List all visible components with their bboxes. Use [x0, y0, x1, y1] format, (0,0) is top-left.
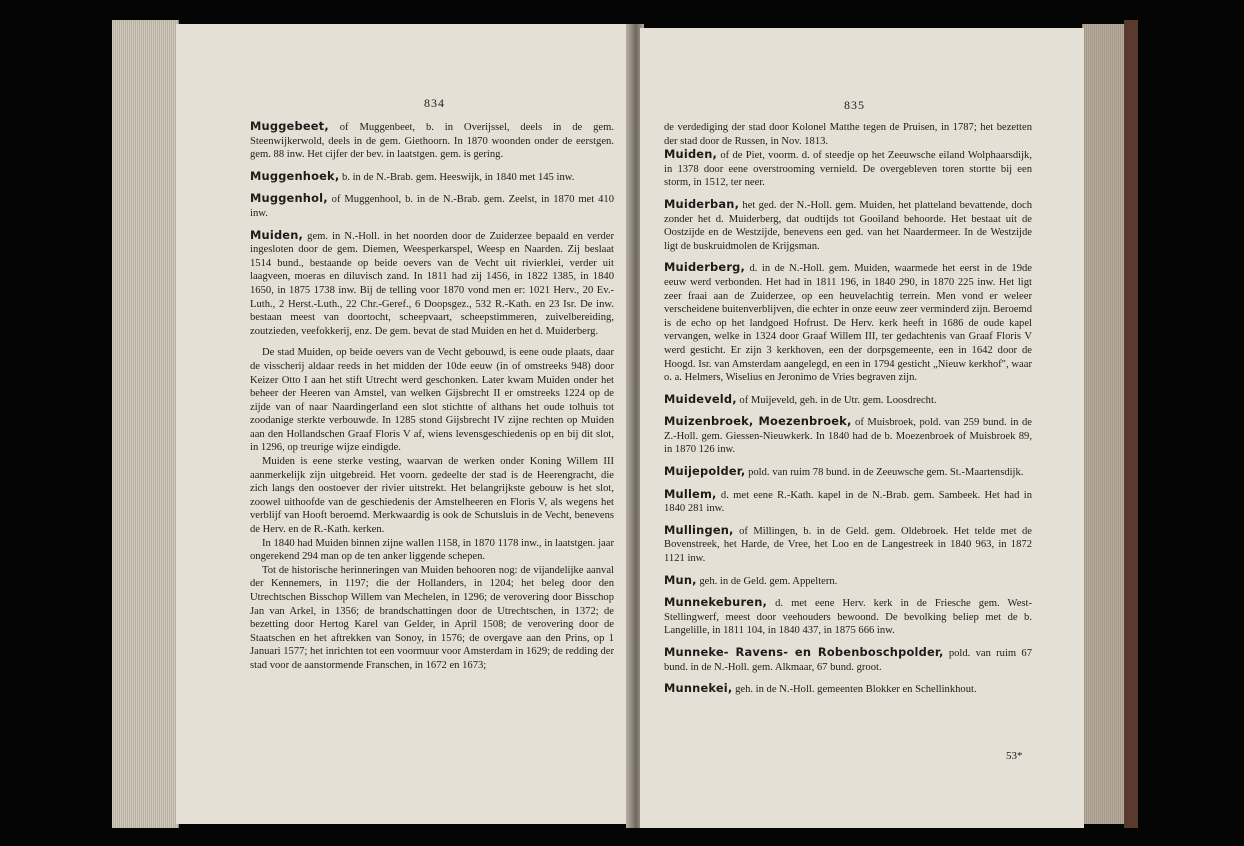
entry-headword: Muggebeet,: [250, 119, 329, 133]
entry-headword: Mun,: [664, 572, 697, 587]
entry-headword: Muggenhoek,: [250, 168, 340, 183]
dictionary-entry: [250, 120, 614, 162]
entry-headword: Mullem,: [664, 486, 717, 501]
entry-text: pold. van ruim 78 bund. in de Zeeuwsche gem. St.-Maartensdijk.: [745, 467, 1024, 479]
dictionary-entry: [250, 170, 614, 185]
right-page-number: 835: [844, 98, 865, 112]
entry-text: geh. in de Geld. gem. Appeltern.: [696, 575, 838, 587]
dictionary-entry: [664, 148, 1032, 190]
entry-paragraph: [250, 564, 614, 673]
entry-text: Tot de historische herinneringen van Muiden behooren nog: de vijandelijke aanval der Kennemers, in 1197; die der Hollanders, in 1204; het beleg door den Utrechtschen Bisschop Willem van Mechelen, in 1296; de verovering door Bisschop Jan van Arkel, in 1356; de brandschattingen door de Utrechtschen, in 1372; de bezetting door Hertog Karel van Gelder, in April 1508; de verovering door de Staatschen en het aftrekken van Sonoy, in 1576; de overgave aan den Prins, op 1 Januari 1577; het inrichten tot een voormuur voor Amsterdam in 1629; de redding der stad voor de aanstormende Franschen, in 1672 en 1673;: [250, 564, 614, 671]
dictionary-entry: [664, 596, 1032, 638]
dictionary-entry: [250, 229, 614, 339]
entry-headword: Munneke- Ravens- en Robenboschpolder,: [664, 645, 944, 659]
entry-text: pold. van ruim 67 bund. in de N.-Holl. gem. Alkmaar, 67 bund. groot.: [664, 648, 1033, 673]
dictionary-entry: [664, 198, 1032, 253]
dictionary-entry: [664, 415, 1032, 457]
right-page-edges: [1082, 24, 1129, 824]
dictionary-entry: [664, 261, 1032, 384]
entry-text: of Millingen, b. in de Geld. gem. Oldebroek. Het telde met de Bovenstreek, het Harde, de Vree, het Loo en de Langestreek in 1840 963, in 1872 1121 inw.: [664, 525, 1032, 565]
left-page: [176, 24, 630, 824]
entry-paragraph: [250, 455, 614, 537]
entry-text: Muiden is eene sterke vesting, waarvan de werken onder Koning Willem III aanmerkelijk zijn uitgebreid. Het voorn. gedeelte der stad is de Heerengracht, die zich langs den oostoever der rivier uitstrekt. Het belangrijkste gebouw is het slot, zoowel uithoofde van de geschiedenis der Amstelheeren en Floris V, als wegens het verblijf van Hooft beroemd. Merkwaardig is ook de Schutsluis in de Vecht, benevens de Herv. en de R.-Kath. kerken.: [250, 456, 614, 536]
left-page-number: 834: [424, 96, 445, 110]
dictionary-entry: [664, 574, 1032, 589]
entry-headword: Muiderban,: [664, 196, 740, 211]
right-page: [640, 28, 1084, 828]
left-page-edges: [112, 20, 179, 828]
entry-text: d. met eene Herv. kerk in de Friesche gem. West-Stellingwerf, meest door veehouders bewoond. De bevolking beliep met de b. Langelille, in 1811 104, in 1840 437, in 1875 666 inw.: [664, 598, 1032, 637]
entry-paragraph: [250, 346, 614, 455]
entry-text: geh. in de N.-Holl. gemeenten Blokker en Schellinkhout.: [732, 684, 977, 696]
dictionary-entry: [250, 192, 614, 220]
entry-headword: Munnekeburen,: [664, 595, 768, 610]
entry-text: of Muggenbeet, b. in Overijssel, deels in de gem. Steenwijkerwold, deels in de gem. Giethoorn. In 1870 woonden onder de eerstgen. gem. 88 inw. Het cijfer der bev. in laatstgen. gem. is gering.: [250, 122, 614, 161]
dictionary-entry: [664, 682, 1032, 697]
entry-text: of Muggenhool, b. in de N.-Brab. gem. Zeelst, in 1870 met 410 inw.: [250, 194, 614, 219]
dictionary-entry: [664, 465, 1032, 480]
entry-headword: Muiderberg,: [664, 260, 746, 275]
entry-headword: Mullingen,: [664, 522, 734, 537]
entry-headword: Munnekei,: [664, 681, 733, 696]
entry-text: d. in de N.-Holl. gem. Muiden, waarmede het eerst in de 19de eeuw werd verbonden. Het had in 1811 196, in 1840 290, in 1870 225 inw. Het ligt zeer fraai aan de Zuiderzee, op een heuvelachtig terrein. Men vond er weleer verscheidene buitenverblijven, die echter in onze eeuw zeer verminderd zijn. Beroemd is de echo op het landgoed Hofrust. De Herv. kerk heeft in 1686 de oude kapel vervangen, welke in 1324 door Graaf Willem III, ter gedachtenis van Graaf Floris V werd gesticht. Er zijn 3 kerkhoven, een der dorpsgemeente, een in 1642 door de Hoogd. Isr. van Amsterdam aangelegd, en een in 1794 gesticht „Nieuw kerkhof", waar o. a. Helmers, Wiselius en Jeronimo de Vries begraven zijn.: [664, 263, 1032, 384]
signature-mark: 53*: [1006, 750, 1023, 762]
entry-text: De stad Muiden, op beide oevers van de Vecht gebouwd, is eene oude plaats, daar de visscherij aldaar reeds in het midden der 10de eeuw (in of omstreeks 948) door Keizer Otto I aan het stift Utrecht werd geschonken. Later kwam Muiden onder het beheer der Heeren van Amstel, van welken Gijsbrecht II er omstreeks 1224 op de zijde van of naar Naardingerland een slot stichtte of althans het oude tolhuis tot zoodanige sterkte verbouwde. In 1285 stond Gijsbrecht IV zijne rechten op Muiden aan den Hollandschen Graaf Floris V af, wiens levensgeschiedenis op en bij dit slot, in 1296, op treurige wijze eindigde.: [250, 347, 614, 454]
left-page-text: [250, 120, 614, 681]
right-page-text: [664, 121, 1032, 705]
entry-text: b. in de N.-Brab. gem. Heeswijk, in 1840 met 145 inw.: [339, 171, 575, 183]
entry-text: of Muisbroek, pold. van 259 bund. in de Z.-Holl. gem. Giessen-Nieuwkerk. In 1840 had de b. Moezenbroek of Muisbroek 89, in 1870 126 inw.: [664, 417, 1032, 456]
entry-text: of de Piet, voorm. d. of steedje op het Zeeuwsche eiland Wolphaarsdijk, in 1378 door eene overstrooming vernield. De overgebleven toren stortte bij een storm, in 1512, ter neer.: [664, 150, 1032, 189]
entry-text: het ged. der N.-Holl. gem. Muiden, het platteland bevattende, doch zonder het d. Muiderberg, dat oudtijds tot Gooiland behoorde. Het bestaat uit de Oostzijde en de Westzijde, benevens een ged. van het Naardermeer. In de Westzijde ligt de buskruidmolen de Krijgsman.: [664, 199, 1032, 252]
entry-headword: Muggenhol,: [250, 191, 328, 206]
entry-text: d. met eene R.-Kath. kapel in de N.-Brab. gem. Sambeek. Het had in 1840 281 inw.: [664, 489, 1032, 515]
entry-headword: Muijepolder,: [664, 464, 746, 479]
book-cover-edge: [1124, 20, 1138, 828]
entry-text: of Muijeveld, geh. in de Utr. gem. Loosdrecht.: [736, 394, 937, 406]
entry-text: gem. in N.-Holl. in het noorden door de Zuiderzee bepaald en verder ingesloten door de gem. Diemen, Weesperkarspel, Weesp en Naarden. Zij beslaat 1514 bund., bestaande op beide oevers van de Vecht uit rivierklei, verder uit laagveen, moeras en diluvisch zand. In 1811 had zij 1456, in 1822 1385, in 1840 1650, in 1875 1738 inw. Bij de telling voor 1870 vond men er: 1021 Herv., 20 Ev.-Luth., 2 Herst.-Luth., 22 Chr.-Geref., 6 Doopsgez., 532 R.-Kath. en 23 Isr. De inw. bestaan meest van doortocht, scheepvaart, scheepstimmeren, zuivelbereiding, zoutzieden, veefokkerij, enz. De gem. bevat de stad Muiden en het d. Muiderberg.: [250, 230, 614, 337]
entry-headword: Muiden,: [664, 147, 718, 162]
entry-paragraph: [664, 121, 1032, 148]
entry-text: In 1840 had Muiden binnen zijne wallen 1158, in 1870 1178 inw., in laatstgen. jaar ongerekend 294 man op de ten anker liggende schepen.: [250, 537, 614, 563]
dictionary-entry: [664, 488, 1032, 516]
dictionary-entry: [664, 524, 1032, 566]
entry-headword: Muiden,: [250, 227, 304, 242]
entry-headword: Muizenbroek, Moezenbroek,: [664, 414, 852, 429]
dictionary-entry: [664, 393, 1032, 408]
entry-text: de verdediging der stad door Kolonel Matthe tegen de Pruisen, in 1787; het bezetten der stad door de Russen, in Nov. 1813.: [664, 122, 1032, 147]
entry-paragraph: [250, 537, 614, 564]
dictionary-entry: [664, 646, 1032, 674]
entry-headword: Muideveld,: [664, 391, 737, 406]
